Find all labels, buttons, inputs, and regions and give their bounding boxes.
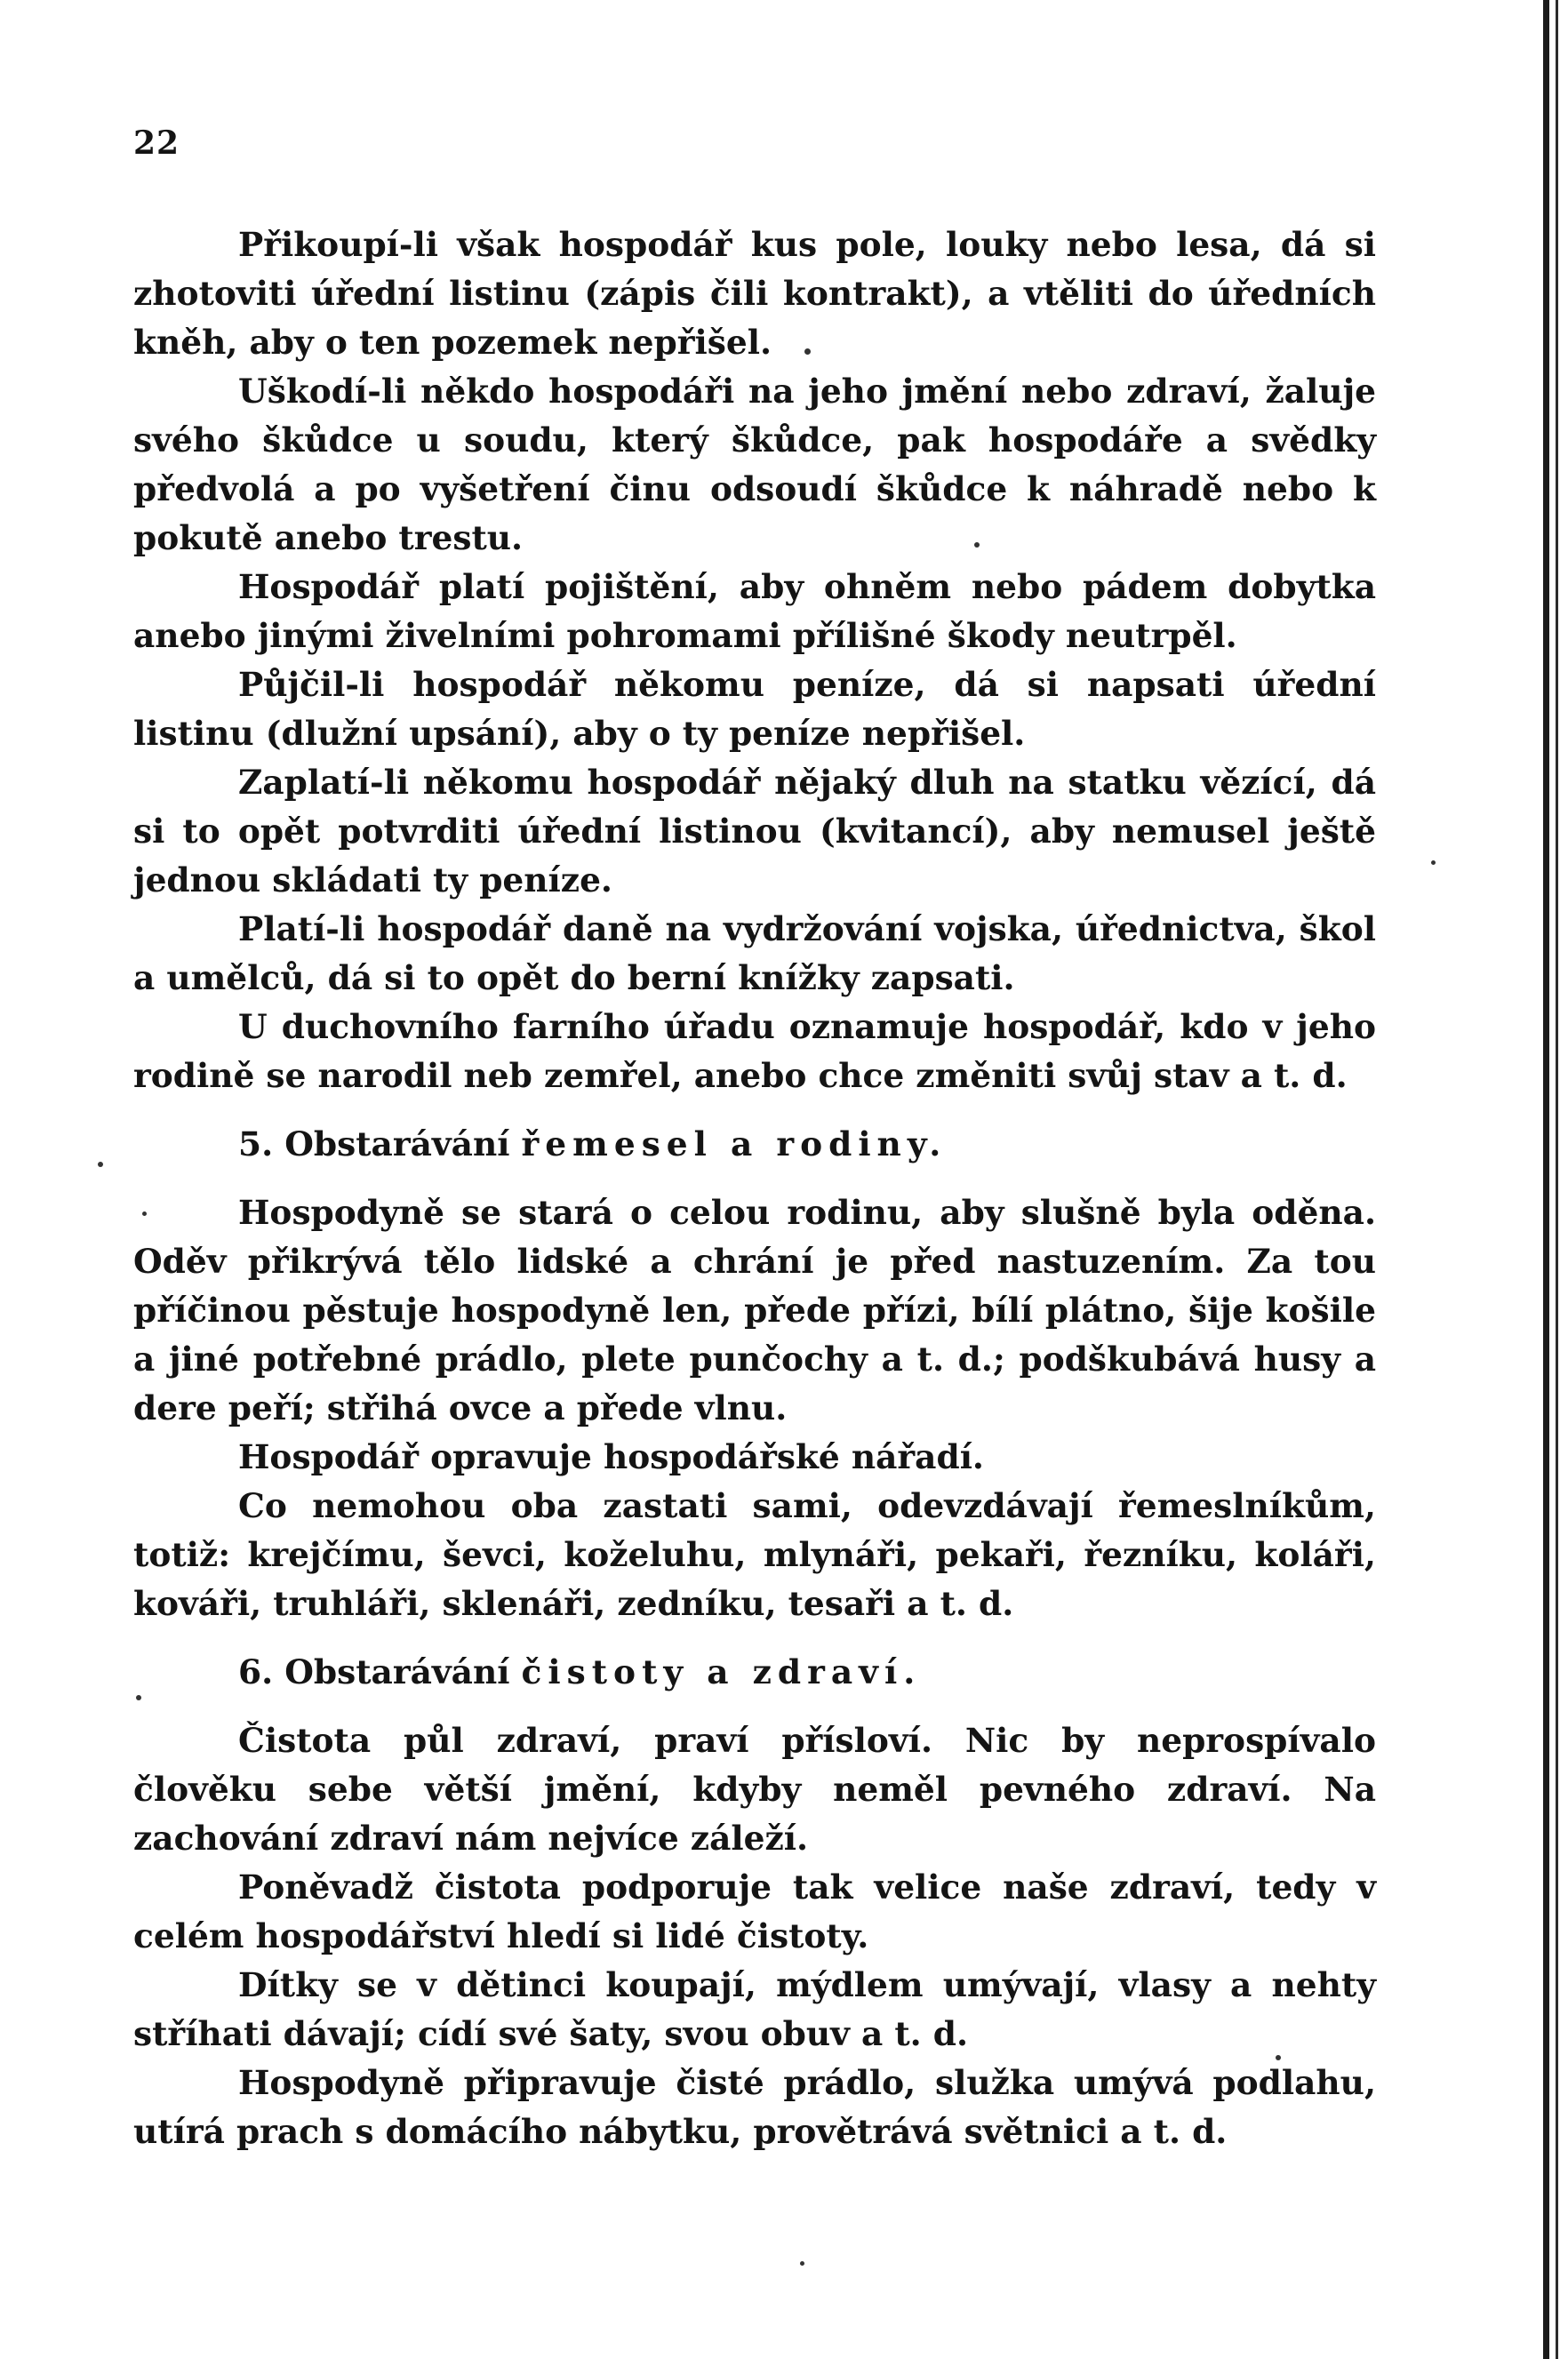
scan-speck — [98, 1162, 103, 1167]
page-body — [133, 220, 1376, 2156]
scan-speck — [142, 1211, 147, 1216]
section-heading-5 — [133, 1120, 1376, 1169]
paragraph: Přikoupí-li však hospodář kus pole, louky nebo lesa, dá si zhotoviti úřední listinu (zápis čili kontrakt), a vtěliti do úředních kněh, aby o ten pozemek nepřišel. — [133, 225, 1376, 362]
paragraph: Hospodyně připravuje čisté prádlo, služka umývá podlahu, utírá prach s domácího nábytku, provětrává světnici a t. d. — [133, 2063, 1376, 2151]
paragraph: Poněvadž čistota podporuje tak velice naše zdraví, tedy v celém hospodářství hledí si lidé čistoty. — [133, 1867, 1376, 1955]
scan-border-line-inner — [1556, 0, 1558, 2359]
scan-speck — [136, 1695, 141, 1700]
section-heading-spaced: čistoty a zdraví. — [521, 1652, 922, 1691]
scan-speck — [1431, 860, 1436, 865]
section-heading-6 — [133, 1648, 1376, 1697]
scan-border-line — [1543, 0, 1549, 2359]
paragraph: Dítky se v dětinci koupají, mýdlem umývají, vlasy a nehty stříhati dávají; cídí své šaty, svou obuv a t. d. — [133, 1965, 1376, 2053]
page-number: 22 — [133, 124, 180, 162]
paragraph: Uškodí-li někdo hospodáři na jeho jmění nebo zdraví, žaluje svého škůdce u soudu, který škůdce, pak hospodáře a svědky předvolá a po vyšetření činu odsoudí škůdce k náhradě nebo k pokutě anebo trestu. — [133, 372, 1376, 557]
paragraph: Čistota půl zdraví, praví přísloví. Nic by neprospívalo člověku sebe větší jmění, kdyby neměl pevného zdraví. Na zachování zdraví nám nejvíce záleží. — [133, 1721, 1376, 1858]
section-heading-prefix: 5. Obstarávání — [238, 1124, 510, 1164]
section-heading-prefix: 6. Obstarávání — [238, 1652, 510, 1691]
paragraph: Půjčil-li hospodář někomu peníze, dá si napsati úřední listinu (dlužní upsání), aby o ty peníze nepřišel. — [133, 665, 1376, 753]
page-edge — [1536, 0, 1568, 2359]
paragraph: Hospodář platí pojištění, aby ohněm nebo pádem dobytka anebo jinými živelními pohromami přílišné škody neutrpěl. — [133, 567, 1376, 655]
scan-speck — [974, 542, 980, 548]
section-heading-spaced: řemesel a rodiny. — [521, 1124, 948, 1164]
paragraph: Platí-li hospodář daně na vydržování vojska, úřednictva, škol a umělců, dá si to opět do berní knížky zapsati. — [133, 909, 1376, 997]
paragraph: Hospodář opravuje hospodářské nářadí. — [238, 1437, 984, 1476]
scan-speck — [1276, 2055, 1281, 2060]
paragraph: U duchovního farního úřadu oznamuje hospodář, kdo v jeho rodině se narodil neb zemřel, anebo chce změniti svůj stav a t. d. — [133, 1007, 1376, 1095]
paragraph: Zaplatí-li někomu hospodář nějaký dluh na statku vězící, dá si to opět potvrditi úřední listinou (kvitancí), aby nemusel ještě jednou skládati ty peníze. — [133, 763, 1376, 900]
scan-speck — [804, 348, 811, 355]
paragraph: Co nemohou oba zastati sami, odevzdávají řemeslníkům, totiž: krejčímu, ševci, koželuhu, mlynáři, pekaři, řezníku, koláři, kováři, truhláři, sklenáři, zedníku, tesaři a t. d. — [133, 1486, 1376, 1623]
paragraph: Hospodyně se stará o celou rodinu, aby slušně byla oděna. Oděv přikrývá tělo lidské a chrání je před nastuzením. Za tou příčinou pěstuje hospodyně len, přede přízi, bílí plátno, šije košile a jiné potřebné prádlo, plete punčochy a t. d.; podškubává husy a dere peří; střihá ovce a přede vlnu. — [133, 1193, 1376, 1427]
scan-speck — [800, 2261, 804, 2266]
